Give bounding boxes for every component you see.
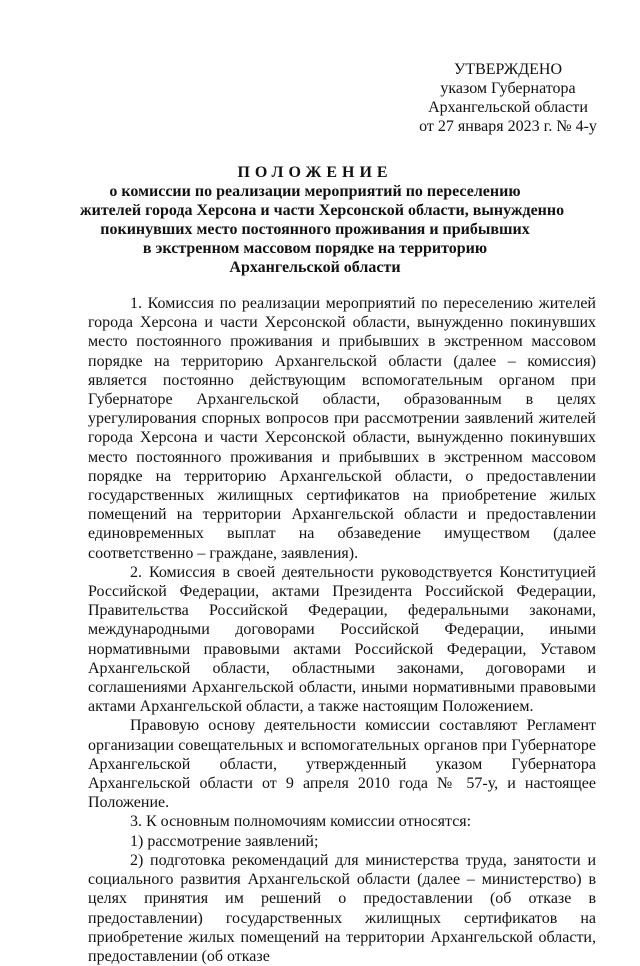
title-heading: ПОЛОЖЕНИЕ <box>237 164 393 181</box>
document-body <box>88 294 596 966</box>
title-line: жителей города Херсона и части Херсонской области, вынужденно <box>80 202 565 219</box>
paragraph: 2. Комиссия в своей деятельности руководствуется Конституцией Российской Федерации, актами Президента Российской Федерации, Правительства Российской Федерации, федеральными законами, международными договорами Российской Федерации, иными нормативными правовыми актами Российской Федерации, Уставом Архангельской области, областными законами, договорами и соглашениями Архангельской области, иными нормативными правовыми актами Архангельской области, а также настоящим Положением. <box>88 563 596 716</box>
paragraph: 1. Комиссия по реализации мероприятий по переселению жителей города Херсона и части Херсонской области, вынужденно покинувших место постоянного проживания и прибывших в экстренном массовом порядке на территорию Архангельской области (далее – комиссия) является постоянно действующим вспомогательным органом при Губернаторе Архангельской области, образованным в целях урегулирования спорных вопросов при рассмотрении заявлений жителей города Херсона и части Херсонской области, вынужденно покинувших место постоянного проживания и прибывших в экстренном массовом порядке на территорию Архангельской области, о предоставлении государственных жилищных сертификатов на приобретение жилых помещений на территории Архангельской области и предоставлении единовременных выплат на обзаведение имуществом (далее соответственно – граждане, заявления). <box>88 295 596 562</box>
paragraph: 1) рассмотрение заявлений; <box>130 832 319 850</box>
title-line: в экстренном массовом порядке на территорию <box>142 240 488 257</box>
approval-stamp <box>398 60 618 136</box>
title-line: Архангельской области <box>229 259 401 276</box>
approval-line: от 27 января 2023 г. № 4-у <box>419 118 597 135</box>
approval-line: указом Губернатора <box>440 80 576 97</box>
approval-line: УТВЕРЖДЕНО <box>453 61 562 78</box>
paragraph: Правовую основу деятельности комиссии составляют Регламент организации совещательных и вспомогательных органов при Губернаторе Архангельской области, утвержденный указом Губернатора Архангельской области от 9 апреля 2010 года № 57-у, и настоящее Положение. <box>88 717 596 812</box>
title-line: покинувших место постоянного проживания и прибывших <box>100 221 530 238</box>
paragraph: 3. К основным полномочиям комиссии относятся: <box>130 813 472 831</box>
approval-line: Архангельской области <box>428 99 588 116</box>
paragraph: 2) подготовка рекомендаций для министерства труда, занятости и социального развития Архангельской области (далее – министерство) в целях принятия им решений о предоставлении (об отказе в предоставлении) государственных жилищных сертификатов на приобретение жилых помещений на территории Архангельской области, предоставлении (об отказе <box>88 851 596 965</box>
document-title <box>80 163 565 277</box>
title-line: о комиссии по реализации мероприятий по переселению <box>109 183 521 200</box>
